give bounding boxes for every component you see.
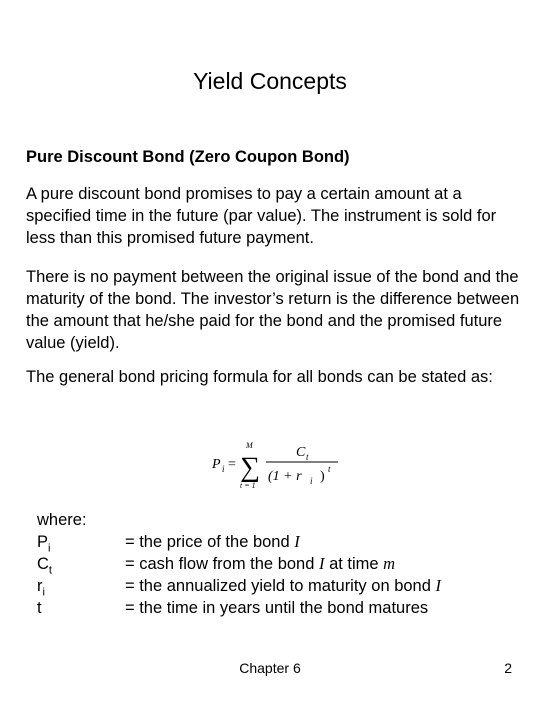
definition-price: = the price of the bond I [125,532,300,551]
formula-denominator: (1 + r [268,469,302,484]
formula-lhs-sub: i [222,464,225,474]
symbol-yield: $r_i$ [37,577,45,599]
symbol-price: $P_i$ [37,533,51,555]
formula-denominator-sub: i [310,476,313,486]
definition-time: = the time in years until the bond matures [125,599,429,617]
symbol-cash-flow: $C_t$ [37,555,52,577]
definition-yield: = the annualized yield to maturity on bond I [125,576,441,595]
formula-denominator-close: ) [320,469,325,484]
paragraph-formula-intro: The general bond pricing formula for all bonds can be stated as: [26,368,493,386]
sum-lower-limit: t = 1 [240,481,256,490]
definition-cash-flow: = cash flow from the bond I at time m [125,554,396,573]
sum-upper-limit: M [246,441,253,450]
formula-equals: = [228,457,236,472]
formula-numerator: C [296,445,306,460]
summation-symbol: ∑ [240,452,260,483]
formula-numerator-sub: t [306,452,309,462]
paragraph-definition: A pure discount bond promises to pay a certain amount at a specified time in the future (par value). The instrument is sold for less than this promised future payment. [26,185,497,247]
formula-exponent: t [328,464,331,474]
where-label: where: [37,511,87,529]
bond-pricing-formula [210,438,350,490]
footer-chapter-label: Chapter 6 [239,660,301,676]
formula-lhs: P [212,457,221,472]
page-title: Yield Concepts [193,68,347,94]
symbol-time: t [37,599,42,617]
page-number: 2 [504,660,512,676]
section-heading: Pure Discount Bond (Zero Coupon Bond) [26,148,350,166]
paragraph-return: There is no payment between the original issue of the bond and the maturity of the bond. The investor’s return is the difference between the amount that he/she paid for the bond and the promised future value (yield). [26,268,520,352]
